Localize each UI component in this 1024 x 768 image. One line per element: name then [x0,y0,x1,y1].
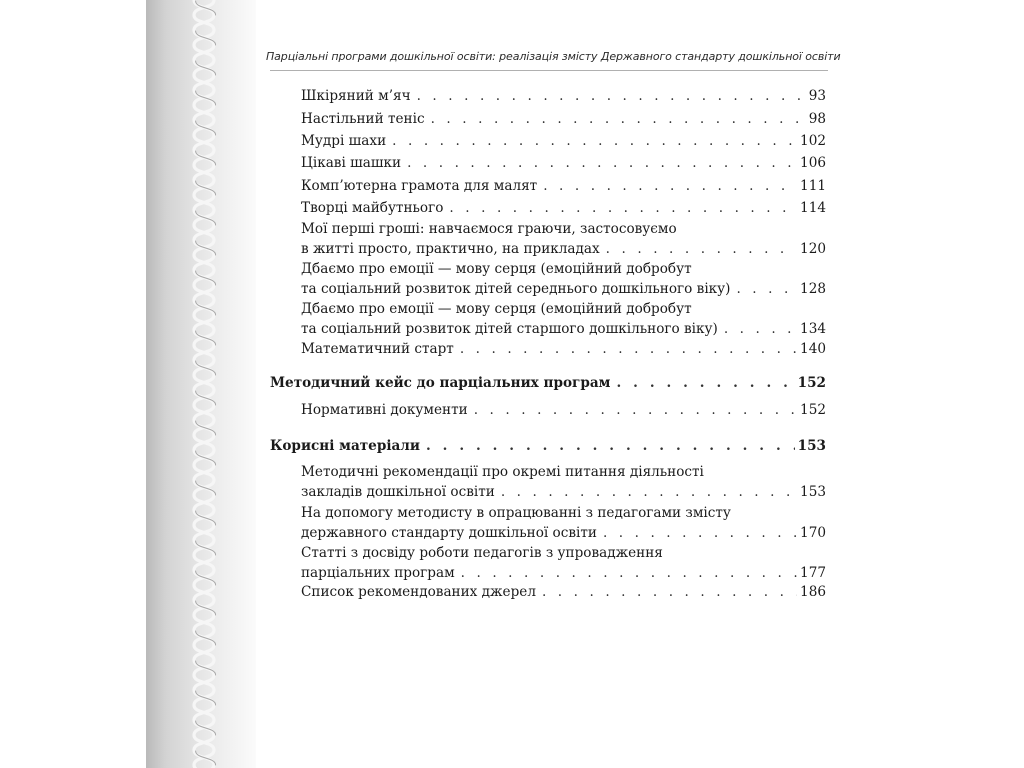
dot-leader [537,176,797,196]
toc-entry [301,299,826,339]
toc-entry [301,153,826,173]
toc-entry-line [301,219,826,239]
dot-leader [718,319,797,339]
toc-page-number: 152 [797,375,826,391]
toc-entry-line [301,109,826,129]
toc-page-number: 186 [800,584,826,600]
toc-entry-line [270,373,826,393]
toc-page-number: 153 [800,484,826,500]
book-page [146,0,878,768]
toc-entry [301,109,826,129]
toc-entry-title: державного стандарту дошкільної освіти [301,525,597,541]
toc-section-entry [270,373,826,393]
dot-leader [443,198,797,218]
toc-entry-title: Шкіряний м’яч [301,88,411,104]
dot-leader [495,482,797,502]
toc-entry-line [301,176,826,196]
toc-page-number: 134 [800,321,826,337]
toc-entry-line [301,279,826,299]
toc-entry [301,259,826,299]
toc-entry-title: Математичний старт [301,341,454,357]
toc-entry-title: Цікаві шашки [301,155,402,171]
toc-entry-title: Методичні рекомендації про окремі питання діяльності [301,464,704,480]
toc-entry-title: Мої перші гроші: навчаємося граючи, застосовуємо [301,221,677,237]
toc-entry-line [301,563,826,583]
toc-entry [301,219,826,259]
toc-entry-line [301,299,826,319]
toc-page-number: 111 [800,178,826,194]
toc-entry-line [301,339,826,359]
toc-page-number: 102 [800,133,826,149]
toc-entry-line [301,86,826,106]
toc-page-number: 177 [800,565,826,581]
toc-entry-title: Корисні матеріали [270,438,420,454]
dot-leader [401,153,797,173]
toc-entry-title: Настільний теніс [301,111,425,127]
dot-leader [597,523,797,543]
toc-entry-title: На допомогу методисту в опрацюванні з педагогами змісту [301,505,731,521]
dot-leader [386,131,797,151]
dot-leader [455,563,797,583]
toc-entry-title: Список рекомендованих джерел [301,584,536,600]
dot-leader [454,339,797,359]
toc-page-number: 140 [800,341,826,357]
toc-entry [301,543,826,583]
toc-entry-line [301,239,826,259]
toc-entry [301,176,826,196]
toc-entry-line [301,482,826,502]
toc-page-number: 120 [800,241,826,257]
toc-entry-title: Творці майбутнього [301,200,444,216]
toc-entry-line [270,436,826,456]
toc-entry-title: Мудрі шахи [301,133,387,149]
toc-entry [301,131,826,151]
toc-entry [301,503,826,543]
toc-entry-line [301,131,826,151]
toc-entry-line [301,503,826,523]
toc-entry-title: та соціальний розвиток дітей старшого дошкільного віку) [301,321,718,337]
toc-entry-line [301,259,826,279]
toc-entry [301,462,826,502]
toc-entry-title: Комп’ютерна грамота для малят [301,178,538,194]
toc-page-number: 93 [808,88,826,104]
toc-entry-title: закладів дошкільної освіти [301,484,495,500]
dot-leader [536,582,797,602]
toc-entry-line [301,153,826,173]
toc-entry-title: Дбаємо про емоції — мову серця (емоційний добробут [301,261,692,277]
dot-leader [610,373,794,393]
dot-leader [468,400,797,420]
toc-page-number: 106 [800,155,826,171]
toc-entry-line [301,582,826,602]
toc-entry-line [301,319,826,339]
toc-entry-title: Методичний кейс до парціальних програм [270,375,611,391]
table-of-contents [146,0,878,768]
dot-leader [600,239,797,259]
toc-entry [301,582,826,602]
toc-page-number: 128 [800,281,826,297]
toc-entry-line [301,523,826,543]
dot-leader [420,436,795,456]
toc-entry-line [301,400,826,420]
toc-entry-title: та соціальний розвиток дітей середнього дошкільного віку) [301,281,731,297]
toc-entry-line [301,462,826,482]
toc-page-number: 152 [800,402,826,418]
toc-entry-title: Нормативні документи [301,402,468,418]
dot-leader [411,86,806,106]
toc-entry-title: Дбаємо про емоції — мову серця (емоційний добробут [301,301,692,317]
toc-entry [301,86,826,106]
toc-page-number: 170 [800,525,826,541]
dot-leader [425,109,806,129]
toc-entry [301,339,826,359]
toc-entry-line [301,198,826,218]
toc-page-number: 114 [800,200,826,216]
running-header: Парціальні програми дошкільної освіти: реалізація змісту Державного стандарту дошкільної освіти [266,50,841,63]
toc-entry-line [301,543,826,563]
toc-entry-title: парціальних програм [301,565,455,581]
toc-entry-title: в житті просто, практично, на прикладах [301,241,600,257]
toc-entry-title: Статті з досвіду роботи педагогів з упровадження [301,545,663,561]
toc-page-number: 153 [797,438,826,454]
toc-section-entry [270,436,826,456]
toc-entry [301,198,826,218]
toc-entry [301,400,826,420]
toc-page-number: 98 [808,111,826,127]
dot-leader [730,279,797,299]
